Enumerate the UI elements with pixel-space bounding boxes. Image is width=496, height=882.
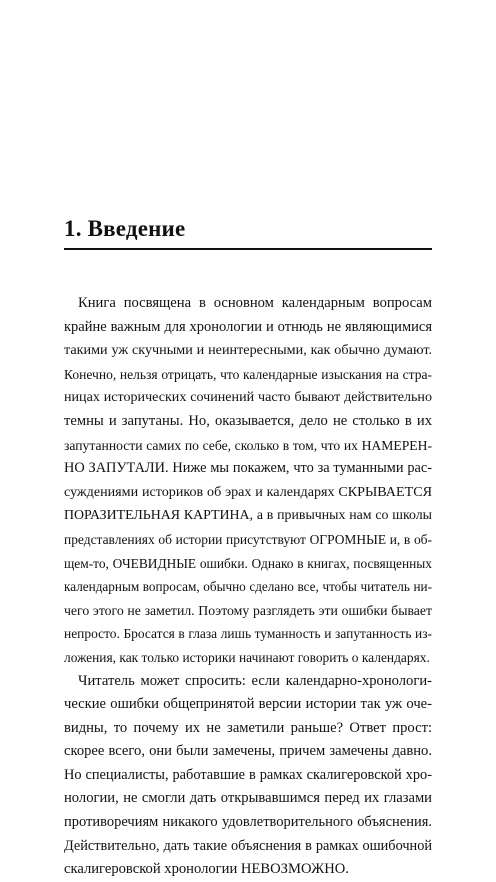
text-line: Конечно, нельзя отрицать, что календарные изыскания на стра-: [64, 366, 432, 382]
text-line: Читатель может спросить: если календарно-хронологи-: [78, 672, 432, 689]
paragraph-2: [64, 670, 432, 882]
text-line: представлениях об истории присутствуют ОГРОМНЫЕ и, в об-: [64, 531, 432, 547]
text-line: ницах исторических сочинений часто бывают действительно: [64, 389, 432, 406]
paragraph-1: [64, 292, 432, 670]
text-line: темны и запутаны. Но, оказывается, дело не столько в их: [64, 412, 432, 429]
text-line: запутанности самих по себе, сколько в том, что их НАМЕРЕН-: [64, 437, 432, 453]
chapter-heading: [64, 212, 432, 250]
text-line: скалигеровской хронологии НЕВОЗМОЖНО.: [64, 861, 349, 878]
text-line: суждениями историков об эрах и календарях СКРЫВАЕТСЯ: [64, 483, 432, 500]
text-line: скорее всего, они были замечены, причем замечены давно.: [64, 743, 432, 760]
text-line: непросто. Бросатся в глаза лишь туманность и запутанность из-: [64, 626, 432, 642]
text-line: чего этого не заметил. Поэтому разглядеть эти ошибки бывает: [64, 602, 432, 618]
text-line: видны, то почему их не заметили раньше? Ответ прост:: [64, 719, 432, 736]
text-line: Но специалисты, работавшие в рамках скалигеровской хро-: [64, 766, 432, 783]
text-line: НО ЗАПУТАЛИ. Ниже мы покажем, что за туманными рас-: [64, 460, 432, 477]
text-line: ПОРАЗИТЕЛЬНАЯ КАРТИНА, а в привычных нам со школы: [64, 508, 432, 524]
text-line: крайне важным для хронологии и отнюдь не являющимися: [64, 318, 432, 335]
text-line: ческие ошибки общепринятой версии истории так уж оче-: [64, 696, 432, 713]
text-line: Действительно, дать такие объяснения в рамках ошибочной: [64, 837, 432, 854]
text-line: Книга посвящена в основном календарным вопросам: [78, 295, 432, 311]
text-line: такими уж скучными и неинтересными, как обычно думают.: [64, 342, 432, 359]
text-line: календарным вопросам, обычно сделано все, чтобы читатель ни-: [64, 579, 432, 595]
text-line: противоречиям никакого удовлетворительного объяснения.: [64, 814, 432, 831]
text-line: нологии, не смогли дать открывавшимся перед их глазами: [64, 790, 432, 807]
chapter-title: 1. Введение: [64, 216, 186, 241]
text-line: щем-то, ОЧЕВИДНЫЕ ошибки. Однако в книгах, посвященных: [64, 555, 432, 571]
body-text: [64, 292, 432, 882]
text-line: ложения, как только историки начинают говорить о календарях.: [64, 649, 430, 665]
